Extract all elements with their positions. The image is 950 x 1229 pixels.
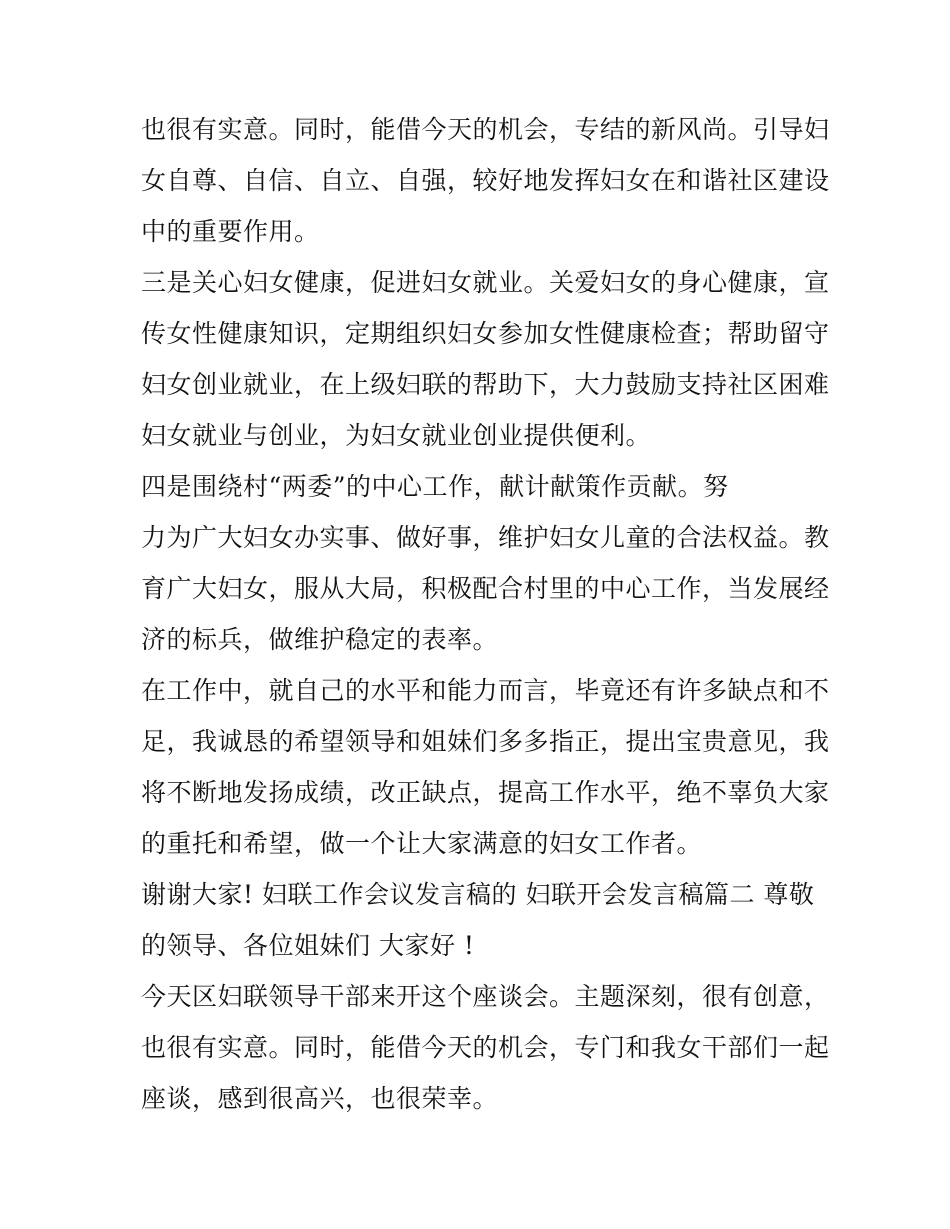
- text-line: 中的重要作用。: [141, 217, 320, 246]
- text-line: 的重托和希望，做一个让大家满意的妇女工作者。: [141, 829, 703, 858]
- text-line: 座谈，感到很高兴，也很荣幸。: [141, 1084, 499, 1113]
- text-line: 今天区妇联领导干部来开这个座谈会。主题深刻，很有创意，: [141, 982, 830, 1011]
- text-line: 妇女创业就业，在上级妇联的帮助下，大力鼓励支持社区困难: [141, 370, 830, 399]
- text-line: 足，我诚恳的希望领导和姐妹们多多指正，提出宝贵意见，我: [141, 727, 830, 756]
- text-line: 四是围绕村“两委”的中心工作，献计献策作贡献。努: [141, 472, 729, 501]
- text-line: 三是关心妇女健康，促进妇女就业。关爱妇女的身心健康，宣: [141, 268, 830, 297]
- text-line: 谢谢大家! 妇联工作会议发言稿的 妇联开会发言稿篇二 尊敬: [141, 880, 815, 909]
- text-line: 在工作中，就自己的水平和能力而言，毕竟还有许多缺点和不: [141, 676, 830, 705]
- text-line: 将不断地发扬成绩，改正缺点，提高工作水平，绝不辜负大家: [141, 778, 830, 807]
- document-body: [141, 104, 830, 1124]
- text-line: 力为广大妇女办实事、做好事，维护妇女儿童的合法权益。教: [141, 523, 830, 552]
- text-line: 传女性健康知识，定期组织妇女参加女性健康检查；帮助留守: [141, 319, 830, 348]
- text-line: 的领导、各位姐妹们 大家好 !: [141, 931, 475, 960]
- text-line: 也很有实意。同时，能借今天的机会，专门和我女干部们一起: [141, 1033, 830, 1062]
- text-line: 也很有实意。同时，能借今天的机会，专结的新风尚。引导妇: [141, 115, 830, 144]
- text-line: 妇女就业与创业，为妇女就业创业提供便利。: [141, 421, 652, 450]
- text-line: 女自尊、自信、自立、自强，较好地发挥妇女在和谐社区建设: [141, 166, 830, 195]
- text-line: 济的标兵，做维护稳定的表率。: [141, 625, 499, 654]
- text-line: 育广大妇女，服从大局，积极配合村里的中心工作，当发展经: [141, 574, 830, 603]
